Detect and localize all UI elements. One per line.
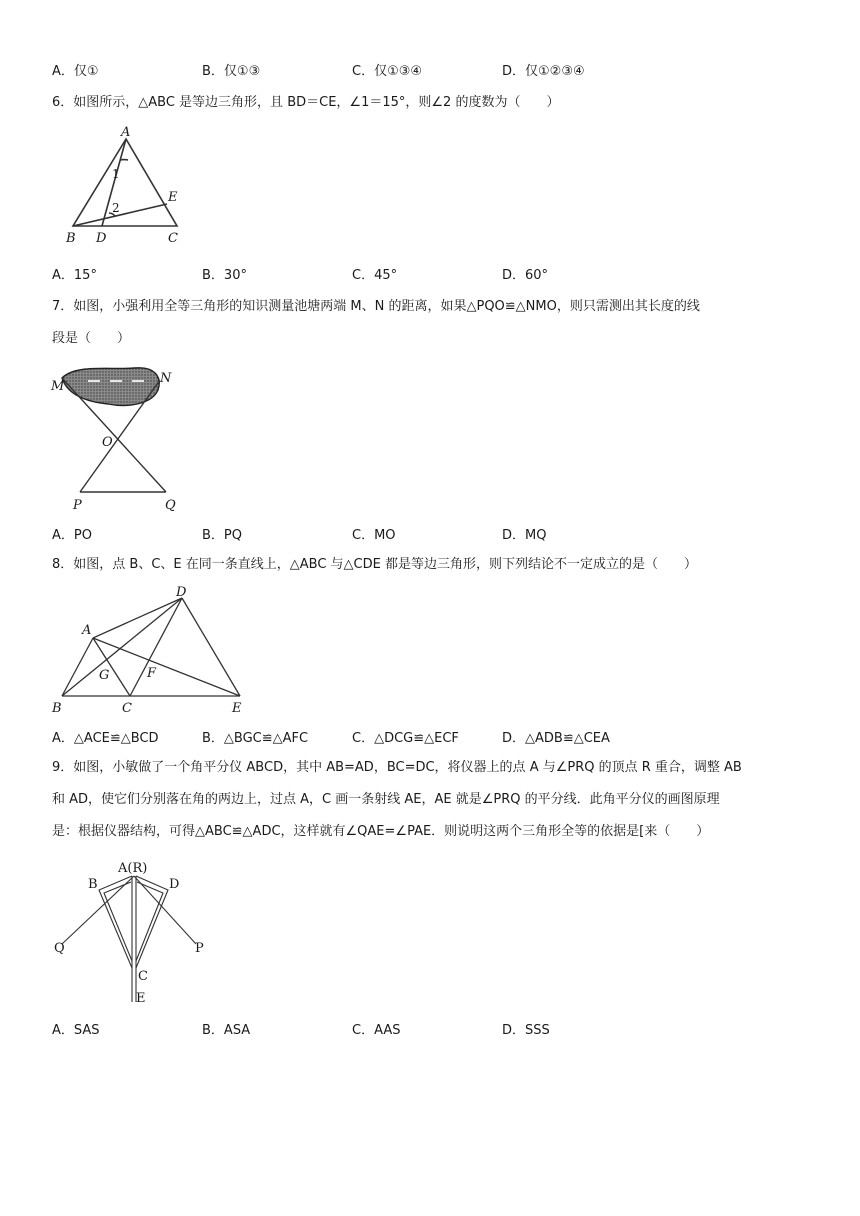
option-text: 仅① xyxy=(73,64,99,79)
q5-option-b xyxy=(202,60,260,79)
option-text: 30° xyxy=(223,268,247,283)
segment-ab xyxy=(62,638,93,696)
option-letter: D． xyxy=(502,268,526,283)
q8-option-d xyxy=(502,727,610,746)
label-c: C xyxy=(122,701,132,716)
label-q: Q xyxy=(165,498,176,513)
option-text: △ACE≌△BCD xyxy=(73,731,159,746)
option-letter: B． xyxy=(202,731,224,746)
option-letter: C． xyxy=(352,731,375,746)
q8-option-c xyxy=(352,727,459,746)
label-q: Q xyxy=(54,941,65,956)
segment-ac xyxy=(93,638,130,696)
label-2: 2 xyxy=(112,201,120,215)
ray-rp xyxy=(134,876,196,944)
label-1: 1 xyxy=(112,167,120,181)
option-letter: D． xyxy=(502,528,526,543)
q7-option-b xyxy=(202,524,242,543)
q8-figure xyxy=(48,582,254,716)
q6-option-a xyxy=(52,264,97,283)
option-letter: C． xyxy=(352,64,375,79)
label-e: E xyxy=(136,991,146,1006)
segment-ae xyxy=(93,638,240,696)
q9-option-a xyxy=(52,1019,100,1038)
q5-option-a xyxy=(52,60,99,79)
option-text: 仅①③ xyxy=(223,64,261,79)
option-letter: A． xyxy=(52,268,74,283)
option-text: AAS xyxy=(374,1023,401,1038)
option-text: △ADB≌△CEA xyxy=(525,731,610,746)
label-e: E xyxy=(232,701,242,716)
q9-stem-line3: 是：根据仪器结构，可得△ABC≌△ADC，这样就有∠QAE=∠PAE．则说明这两个三角形全等的依据是[来（ ） xyxy=(52,824,710,839)
option-letter: B． xyxy=(202,64,224,79)
option-letter: D． xyxy=(502,1023,526,1038)
segment-ad xyxy=(93,598,182,638)
label-c: C xyxy=(168,231,178,246)
q7-option-c xyxy=(352,524,396,543)
q9-stem-line1: 9．如图，小敏做了一个角平分仪 ABCD，其中 AB=AD，BC=DC，将仪器上的点 A 与∠PRQ 的顶点 R 重合，调整 AB xyxy=(52,760,742,775)
label-g: G xyxy=(99,668,110,683)
label-e: E xyxy=(168,190,178,205)
option-letter: A． xyxy=(52,731,74,746)
label-d: D xyxy=(96,231,107,246)
label-b: B xyxy=(88,877,98,892)
option-letter: C． xyxy=(352,528,375,543)
q6-stem: 6．如图所示，△ABC 是等边三角形，且 BD＝CE，∠1＝15°，则∠2 的度数为（ ） xyxy=(52,95,560,110)
option-text: △DCG≌△ECF xyxy=(374,731,459,746)
ray-rq xyxy=(62,876,134,944)
label-b: B xyxy=(52,701,62,716)
option-letter: A． xyxy=(52,64,74,79)
q9-option-d xyxy=(502,1019,550,1038)
arm-adc-inner xyxy=(136,882,163,961)
label-d: D xyxy=(176,585,187,600)
option-text: PQ xyxy=(223,528,242,543)
option-text: 15° xyxy=(73,268,97,283)
q9-figure xyxy=(52,852,218,1008)
option-text: SAS xyxy=(73,1023,100,1038)
label-m: M xyxy=(51,379,65,394)
option-letter: B． xyxy=(202,1023,224,1038)
arm-abc-inner xyxy=(104,882,132,961)
q5-option-d xyxy=(502,60,585,79)
q6-option-c xyxy=(352,264,397,283)
option-letter: B． xyxy=(202,528,224,543)
q7-stem-line2: 段是（ ） xyxy=(52,331,131,346)
option-text: 仅①②③④ xyxy=(525,64,585,79)
segment-be xyxy=(73,204,167,226)
label-ar: A(R) xyxy=(118,861,148,876)
option-text: 45° xyxy=(374,268,398,283)
segment-de xyxy=(182,598,240,696)
q5-option-c xyxy=(352,60,422,79)
label-d: D xyxy=(169,877,180,892)
q7-stem-line1: 7．如图，小强利用全等三角形的知识测量池塘两端 M、N 的距离，如果△PQO≌△NMO，则只需测出其长度的线 xyxy=(52,299,700,314)
segment-bd xyxy=(62,598,182,696)
option-text: MQ xyxy=(525,528,547,543)
option-letter: A． xyxy=(52,1023,74,1038)
q8-option-b xyxy=(202,727,308,746)
q9-option-b xyxy=(202,1019,250,1038)
option-text: MO xyxy=(374,528,396,543)
q7-option-d xyxy=(502,524,546,543)
option-text: 仅①③④ xyxy=(374,64,423,79)
option-letter: A． xyxy=(52,528,74,543)
q8-stem: 8．如图，点 B、C、E 在同一条直线上，△ABC 与△CDE 都是等边三角形，则下列结论不一定成立的是（ ） xyxy=(52,557,697,572)
option-text: △BGC≌△AFC xyxy=(223,731,309,746)
option-letter: C． xyxy=(352,1023,375,1038)
q8-option-a xyxy=(52,727,159,746)
option-letter: D． xyxy=(502,64,526,79)
pond-shape xyxy=(62,368,159,406)
q9-stem-line2: 和 AD，使它们分别落在角的两边上，过点 A，C 画一条射线 AE，AE 就是∠PRQ 的平分线．此角平分仪的画图原理 xyxy=(52,792,720,807)
q7-figure xyxy=(48,362,188,514)
label-p: P xyxy=(195,941,204,956)
label-b: B xyxy=(66,231,76,246)
q9-option-c xyxy=(352,1019,400,1038)
label-p: P xyxy=(73,498,82,513)
option-letter: B． xyxy=(202,268,224,283)
q6-option-b xyxy=(202,264,247,283)
q6-option-d xyxy=(502,264,548,283)
label-a: A xyxy=(121,125,131,140)
option-letter: C． xyxy=(352,268,375,283)
label-a: A xyxy=(82,623,92,638)
option-text: 60° xyxy=(525,268,549,283)
option-text: SSS xyxy=(525,1023,550,1038)
option-text: PO xyxy=(73,528,92,543)
label-o: O xyxy=(102,435,113,450)
label-f: F xyxy=(147,666,157,681)
label-c: C xyxy=(138,969,148,984)
segment-cd xyxy=(130,598,182,696)
q7-option-a xyxy=(52,524,92,543)
option-letter: D． xyxy=(502,731,526,746)
q6-figure xyxy=(60,122,190,248)
triangle-abc xyxy=(73,139,177,226)
option-text: ASA xyxy=(223,1023,251,1038)
label-n: N xyxy=(160,371,172,386)
